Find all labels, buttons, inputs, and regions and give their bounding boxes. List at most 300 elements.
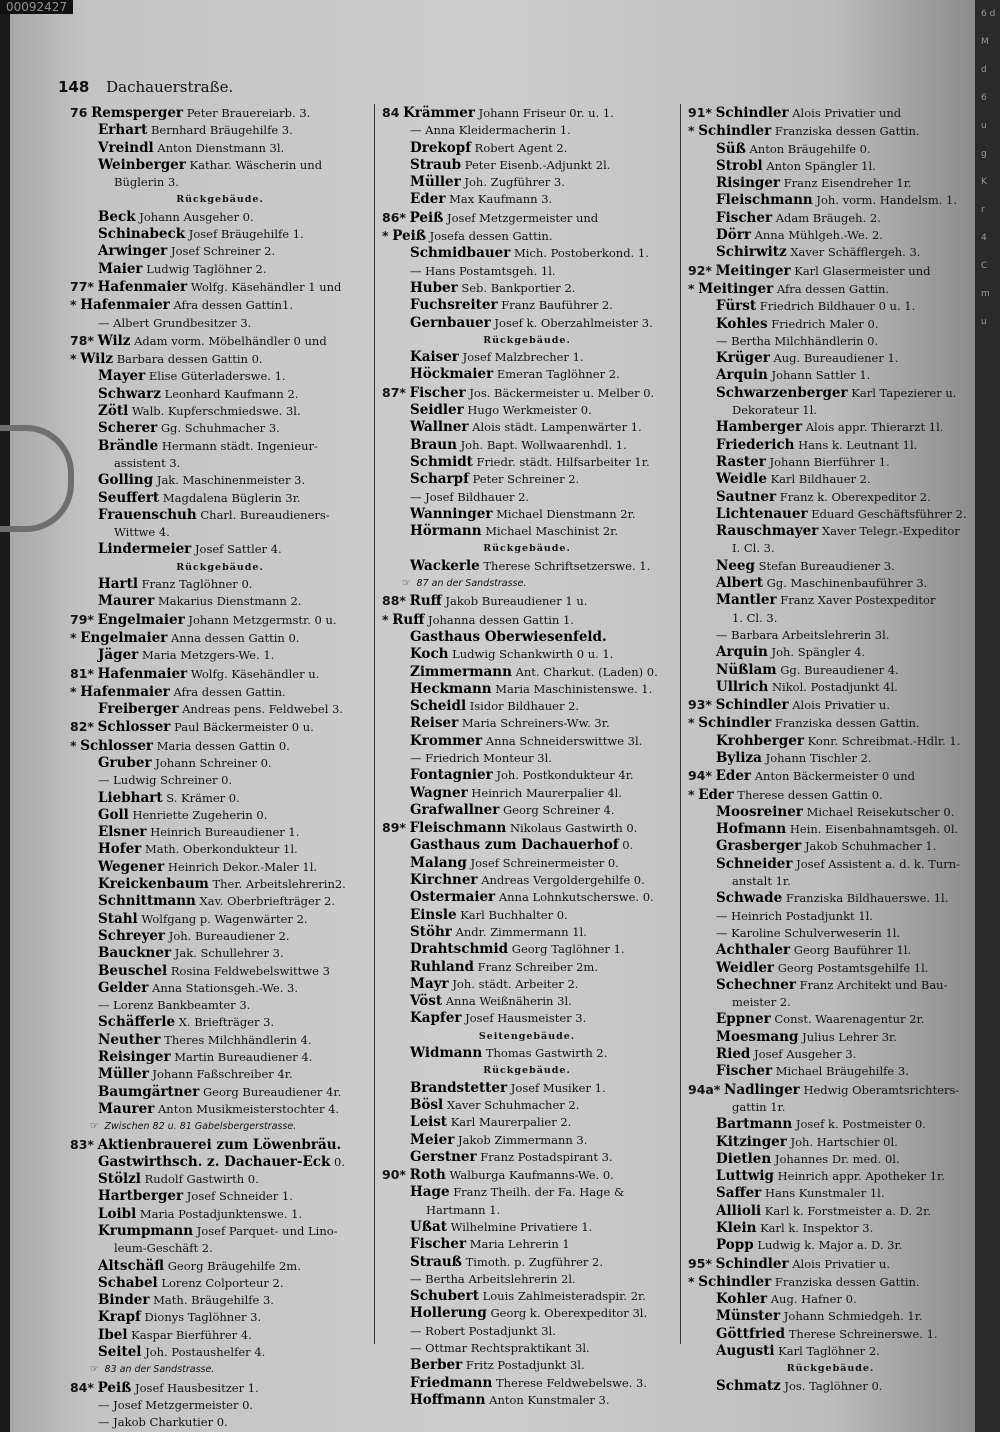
resident-entry: [70, 1049, 370, 1066]
resident-entry: [70, 1066, 370, 1083]
surname: Kitzinger: [716, 1133, 787, 1150]
entry-continuation: I. Cl. 3.: [732, 541, 775, 556]
surname: Kirchner: [410, 872, 478, 889]
resident-entry: [382, 349, 672, 366]
adjacent-page-fragment: d: [981, 65, 987, 75]
resident-entry: [382, 523, 672, 540]
surname: Sautner: [716, 488, 777, 505]
entry-details: Elise Güterladerswe. 1.: [148, 369, 286, 384]
entry-details: Maria Maschinistenswe. 1.: [495, 681, 653, 696]
surname: Straub: [410, 156, 462, 173]
house-number: *: [688, 1273, 695, 1289]
entry-details: Franziska dessen Gattin.: [774, 124, 920, 139]
entry-details: Anna Stationsgeh.-We. 3.: [152, 980, 299, 995]
entry-continuation: assistent 3.: [114, 455, 181, 470]
resident-entry: [688, 1255, 973, 1273]
resident-entry: [688, 1237, 973, 1254]
entry-details: Franziska dessen Gattin.: [774, 716, 920, 731]
surname: Mayer: [98, 368, 146, 385]
entry-details: — Barbara Arbeitslehrerin 3l.: [716, 627, 890, 642]
resident-entry: [382, 366, 672, 383]
surname: Ullrich: [716, 678, 769, 695]
surname: Koch: [410, 646, 449, 663]
resident-entry: [688, 558, 973, 575]
surname: Strauß: [410, 1253, 462, 1270]
surname: Schirwitz: [716, 244, 787, 261]
adjacent-page-fragment: M: [981, 37, 989, 47]
surname: Remsperger: [91, 105, 184, 121]
surname: Kreickenbaum: [98, 876, 209, 893]
resident-entry: [382, 629, 672, 646]
entry-details: Hein. Eisenbahnamtsgeh. 0l.: [789, 822, 959, 837]
resident-entry: [382, 315, 672, 332]
surname: Schmatz: [716, 1377, 781, 1394]
entry-details: Therese Schreinerswe. 1.: [788, 1326, 938, 1341]
resident-entry: [70, 315, 370, 332]
resident-entry: [382, 1323, 672, 1340]
entry-details: Johann Bierführer 1.: [769, 454, 890, 469]
section-heading: Seitengebäude.: [478, 1030, 576, 1042]
resident-entry: [70, 1101, 370, 1118]
house-number: *: [688, 786, 695, 802]
surname: Fleischmann: [716, 192, 813, 209]
resident-entry: [382, 1097, 672, 1114]
surname: Krumpmann: [98, 1223, 194, 1239]
resident-entry: [70, 403, 370, 420]
resident-entry: [70, 386, 370, 403]
surname: Schindler: [715, 1255, 789, 1272]
entry-details: Andr. Zimmermann 1l.: [455, 924, 587, 939]
house-number: 82*: [70, 719, 94, 735]
resident-entry: [688, 192, 973, 209]
surname: Schwarzenberger: [716, 384, 848, 401]
resident-entry: [70, 140, 370, 157]
surname: Golling: [98, 472, 154, 489]
surname: Bauckner: [98, 945, 172, 962]
entry-details: Paul Bäckermeister 0 u.: [174, 720, 314, 735]
resident-entry: [688, 210, 973, 227]
surname: Berber: [410, 1357, 463, 1374]
resident-entry: [688, 1203, 973, 1220]
surname: Schmidbauer: [410, 245, 511, 262]
entry-details: Josef Hausmeister 3.: [465, 1011, 587, 1026]
resident-entry: [382, 750, 672, 767]
surname: Nüßlam: [716, 661, 777, 678]
house-number: 77*: [70, 278, 94, 294]
surname: Reisinger: [98, 1049, 171, 1066]
entry-details: Josefa dessen Gattin.: [429, 229, 553, 244]
surname: Ruff: [409, 593, 442, 610]
resident-entry: [382, 664, 672, 681]
entry-details: — Ottmar Rechtspraktikant 3l.: [410, 1341, 590, 1356]
entry-details: Hans Kunstmaler 1l.: [764, 1186, 885, 1201]
resident-entry: [688, 280, 973, 298]
entry-details: Heinrich Maurerpalier 4l.: [471, 785, 622, 800]
surname: Gasthaus zum Dachauerhof: [410, 837, 619, 854]
entry-details: Josef Bräugehilfe 1.: [188, 227, 304, 242]
surname: Müller: [410, 174, 461, 191]
resident-entry: [70, 1327, 370, 1344]
entry-details: Andreas pens. Feldwebel 3.: [182, 702, 344, 717]
resident-entry: [688, 942, 973, 959]
surname: Schindler: [698, 715, 772, 732]
resident-entry: [382, 837, 672, 854]
entry-details: Therese dessen Gattin 0.: [737, 787, 883, 802]
entry-details: Hugo Werkmeister 0.: [467, 403, 592, 418]
entry-details: Karl k. Forstmeister a. D. 2r.: [764, 1203, 931, 1218]
surname: Maier: [98, 260, 143, 277]
entry-details: Thomas Gastwirth 2.: [485, 1046, 608, 1061]
entry-details: Joh. vorm. Handelsm. 1.: [816, 193, 958, 208]
entry-details: Heinrich Bureaudiener 1.: [150, 825, 300, 840]
resident-entry: [70, 1414, 370, 1431]
resident-entry: [70, 701, 370, 718]
entry-details: Xaver Telegr.-Expeditor: [821, 524, 960, 539]
surname: Hartberger: [98, 1188, 184, 1205]
entry-details: Franz Theilh. der Fa. Hage &: [453, 1185, 625, 1200]
surname: Schneider: [716, 855, 793, 872]
entry-details: Gg. Maschinenbauführer 3.: [766, 576, 928, 591]
entry-details: Franz k. Oberexpeditor 2.: [779, 489, 931, 504]
entry-details: — Josef Bildhauer 2.: [410, 489, 530, 504]
surname: Saffer: [716, 1185, 762, 1202]
resident-entry: [70, 876, 370, 893]
entry-details: Hans k. Leutnant 1l.: [798, 437, 918, 452]
resident-entry: [382, 802, 672, 819]
resident-entry: [382, 976, 672, 993]
resident-entry: [688, 471, 973, 488]
resident-entry: [70, 472, 370, 489]
resident-entry: [382, 245, 672, 262]
entry-details: Therese Schriftsetzerswe. 1.: [483, 558, 651, 573]
entry-details: Johann Schreiner 0.: [155, 755, 272, 770]
entry-details: Anton Dienstmann 3l.: [157, 140, 285, 155]
house-number: 79*: [70, 611, 94, 627]
resident-entry: [382, 506, 672, 523]
surname: Klein: [716, 1220, 757, 1236]
entry-details: Friedrich Maler 0.: [771, 316, 879, 331]
entry-details: — Robert Postadjunkt 3l.: [410, 1323, 556, 1338]
entry-details: Kaspar Bierführer 4.: [131, 1327, 252, 1342]
entry-details: Afra dessen Gattin.: [173, 684, 286, 699]
surname: Engelmaier: [80, 629, 168, 646]
surname: Strobl: [716, 157, 763, 174]
resident-entry: [382, 1236, 672, 1253]
entry-details: Gg. Bureaudiener 4.: [780, 662, 899, 677]
house-number: 91*: [688, 105, 712, 120]
entry-details: Georg Schreiner 4.: [503, 802, 615, 817]
entry-details: Georg Bauführer 1l.: [793, 943, 912, 958]
surname: Hörmann: [410, 523, 482, 540]
surname: Arwinger: [98, 243, 168, 260]
entry-details: — Karoline Schulverweserin 1l.: [716, 925, 901, 940]
resident-entry: [688, 227, 973, 244]
entry-details: Michael Dienstmann 2r.: [496, 506, 636, 521]
resident-entry: [688, 1116, 973, 1133]
entry-details: Bernhard Bräugehilfe 3.: [150, 123, 293, 138]
entry-details: S. Krämer 0.: [166, 790, 240, 805]
entry-details: Anton Bäckermeister 0 und: [754, 769, 916, 784]
surname: Fischer: [409, 384, 466, 401]
surname: Wanninger: [410, 505, 493, 522]
entry-continuation: leum-Geschäft 2.: [114, 1241, 213, 1256]
surname: Meitinger: [698, 280, 774, 297]
resident-entry: [382, 437, 672, 454]
resident-entry: [70, 893, 370, 910]
resident-entry: [688, 350, 973, 367]
resident-entry: [688, 523, 973, 540]
surname: Schreyer: [98, 927, 166, 944]
resident-entry: [70, 928, 370, 945]
resident-entry: [382, 1340, 672, 1357]
resident-entry: [70, 1206, 370, 1223]
surname: Zötl: [98, 403, 129, 420]
entry-details: Jak. Maschinenmeister 3.: [156, 473, 306, 488]
entry-details: 0.: [334, 1154, 345, 1169]
entry-details: Henriette Zugeherin 0.: [132, 807, 268, 822]
resident-entry: [382, 1114, 672, 1131]
resident-entry: [688, 592, 973, 609]
resident-entry: [688, 122, 973, 140]
resident-entry: [688, 856, 973, 873]
entry-details: Makarius Dienstmann 2.: [157, 594, 302, 609]
surname: Schinabeck: [98, 226, 186, 243]
entry-details: Josef Schreiner 2.: [170, 244, 276, 259]
entry-details: Karl Bildhauer 2.: [770, 472, 871, 487]
surname: Ruhland: [410, 958, 474, 975]
surname: Schechner: [716, 976, 796, 993]
surname: Süß: [716, 140, 746, 157]
page-header: [58, 78, 233, 96]
resident-entry: [382, 104, 672, 122]
scan-id: 00092427: [0, 0, 73, 14]
house-number: *: [70, 351, 77, 367]
surname: Zimmermann: [410, 663, 512, 680]
resident-entry: [382, 924, 672, 941]
resident-entry: [382, 785, 672, 802]
resident-entry: [382, 1375, 672, 1392]
resident-entry: [688, 1134, 973, 1151]
surname: Kohles: [716, 315, 768, 332]
entry-details: Kathar. Wäscherin und: [189, 157, 323, 172]
pointing-hand-icon: ☞: [90, 1364, 99, 1376]
surname: Achthaler: [716, 942, 791, 959]
resident-entry: [70, 420, 370, 437]
surname: Ried: [716, 1046, 751, 1063]
resident-entry: [70, 945, 370, 962]
entry-details: — Bertha Arbeitslehrerin 2l.: [410, 1271, 576, 1286]
entry-details: Michael Reisekutscher 0.: [806, 804, 955, 819]
resident-entry: [382, 855, 672, 872]
house-number: 95*: [688, 1255, 712, 1271]
resident-entry: [382, 191, 672, 208]
entry-details: Maria Metzgers-We. 1.: [141, 648, 275, 663]
surname: Fischer: [716, 1063, 773, 1080]
surname: Scharpf: [410, 471, 469, 488]
surname: Ruff: [392, 611, 425, 628]
house-number: 84: [382, 105, 400, 120]
entry-details: Jakob Zimmermann 3.: [458, 1132, 588, 1147]
pointing-hand-icon: ☞: [402, 578, 411, 590]
surname: Risinger: [716, 175, 781, 192]
entry-details: Georg k. Oberexpeditor 3l.: [490, 1306, 648, 1321]
house-number: 84*: [70, 1379, 94, 1395]
surname: Kaiser: [410, 349, 459, 366]
surname: Jäger: [98, 647, 139, 664]
resident-entry: [382, 227, 672, 245]
resident-entry: [70, 1032, 370, 1049]
house-number: 86*: [382, 209, 406, 225]
entry-details: Wolfg. Käsehändler u.: [190, 666, 320, 681]
surname: Seuffert: [98, 489, 160, 506]
entry-details: Maria Lehrerin 1: [469, 1237, 570, 1252]
resident-entry: [70, 772, 370, 789]
adjacent-page-fragment: 6: [981, 93, 987, 103]
surname: Huber: [410, 279, 458, 296]
resident-entry: [70, 718, 370, 736]
entry-details: — Josef Metzgermeister 0.: [98, 1397, 254, 1412]
entry-details: Franz Xaver Postexpeditor: [780, 593, 936, 608]
resident-entry: [70, 1379, 370, 1397]
entry-details: X. Briefträger 3.: [178, 1015, 275, 1030]
surname: Neuther: [98, 1031, 161, 1048]
resident-entry: [382, 889, 672, 906]
entry-details: Afra dessen Gattin1.: [173, 298, 293, 313]
entry-details: Josef Hausbesitzer 1.: [135, 1380, 259, 1395]
resident-entry: [688, 1273, 973, 1291]
entry-details: Johann Metzgermstr. 0 u.: [188, 612, 337, 627]
resident-entry: [688, 141, 973, 158]
resident-entry: [688, 316, 973, 333]
surname: Stöhr: [410, 923, 452, 940]
adjacent-page-fragment: 6 d: [981, 9, 996, 19]
entry-details: — Friedrich Monteur 3l.: [410, 750, 552, 765]
surname: Allioli: [716, 1202, 762, 1219]
resident-entry: [382, 384, 672, 402]
resident-entry: [70, 1223, 370, 1240]
resident-entry: [70, 226, 370, 243]
entry-details: Maria Schreiners-Ww. 3r.: [461, 716, 610, 731]
entry-details: Hedwig Oberamtsrichters-: [803, 1082, 960, 1097]
entry-details: Karl Taglöhner 2.: [778, 1344, 880, 1359]
surname: Maurer: [98, 1100, 155, 1117]
resident-entry: [382, 819, 672, 837]
entry-details: — Heinrich Postadjunkt 1l.: [716, 908, 873, 923]
entry-details: Emeran Taglöhner 2.: [496, 367, 620, 382]
entry-details: Leonhard Kaufmann 2.: [164, 386, 299, 401]
resident-entry: [688, 1291, 973, 1308]
resident-entry: [688, 1029, 973, 1046]
section-heading: Rückgebäude.: [176, 194, 264, 206]
resident-entry: [688, 786, 973, 804]
entry-details: Wolfgang p. Wagenwärter 2.: [141, 911, 308, 926]
surname: Krommer: [410, 732, 483, 749]
resident-entry: [70, 1188, 370, 1205]
surname: Hollerung: [410, 1305, 487, 1322]
surname: Wilz: [80, 351, 114, 368]
entry-details: Josef Schreinermeister 0.: [470, 855, 619, 870]
adjacent-page-fragment: u: [981, 121, 987, 131]
resident-entry: [688, 1063, 973, 1080]
resident-entry: [70, 665, 370, 683]
entry-details: Joh. Spängler 4.: [771, 645, 866, 660]
entry-details: Georg Bureaudiener 4r.: [202, 1084, 342, 1099]
surname: Gasthaus Oberwiesenfeld.: [410, 628, 607, 645]
resident-entry: [70, 332, 370, 350]
house-number: 94a*: [688, 1081, 721, 1097]
resident-entry: [70, 1275, 370, 1292]
surname: Fleischmann: [409, 820, 507, 837]
resident-entry: [688, 890, 973, 907]
house-number: 81*: [70, 665, 94, 681]
surname: Gernbauer: [410, 314, 491, 331]
entry-continuation: Wittwe 4.: [114, 525, 170, 540]
entry-details: Rosina Feldwebelswittwe 3: [170, 963, 330, 978]
entry-details: Joh. Postkondukteur 4r.: [496, 768, 634, 783]
surname: Gelder: [98, 979, 149, 996]
house-number: 78*: [70, 332, 94, 348]
surname: Scheidl: [410, 698, 467, 715]
surname: Meitinger: [715, 262, 791, 279]
surname: Binder: [98, 1292, 150, 1309]
surname: Schubert: [410, 1288, 479, 1305]
entry-details: — Ludwig Schreiner 0.: [98, 773, 233, 788]
resident-entry: [688, 1343, 973, 1360]
resident-entry: [382, 209, 672, 227]
surname: Friederich: [716, 436, 795, 453]
entry-details: Joh. Hartschier 0l.: [790, 1134, 898, 1149]
surname: Bartmann: [716, 1116, 793, 1133]
resident-entry: [688, 627, 973, 644]
entry-continuation: gattin 1r.: [732, 1099, 786, 1114]
street-note-text: 87 an der Sandstrasse.: [416, 578, 527, 590]
resident-entry: [382, 558, 672, 575]
resident-entry: [70, 368, 370, 385]
entry-details: Joh. Zugführer 3.: [464, 175, 565, 190]
surname: Hafenmaier: [80, 297, 170, 314]
entry-details: Anton Kunstmaler 3.: [489, 1392, 610, 1407]
surname: Peiß: [392, 228, 426, 245]
resident-entry: [70, 350, 370, 368]
resident-entry: [688, 575, 973, 592]
entry-continuation: Büglerin 3.: [114, 175, 179, 190]
adjacent-page-fragment: 4: [981, 233, 987, 243]
resident-entry: [382, 872, 672, 889]
surname: Erhart: [98, 122, 148, 139]
entry-details: Friedrich Bildhauer 0 u. 1.: [759, 299, 916, 314]
surname: Eder: [715, 768, 752, 785]
resident-entry: [688, 1081, 973, 1099]
entry-details: — Jakob Charkutier 0.: [98, 1415, 228, 1430]
surname: Göttfried: [716, 1325, 786, 1342]
entry-details: Josef Malzbrecher 1.: [462, 350, 584, 365]
resident-entry: [382, 122, 672, 139]
resident-entry: [688, 454, 973, 471]
entry-details: Josef k. Postmeister 0.: [795, 1117, 926, 1132]
resident-entry: [382, 454, 672, 471]
entry-details: — Hans Postamtsgeh. 1l.: [410, 263, 556, 278]
resident-entry: [688, 1378, 973, 1395]
resident-entry: [688, 1308, 973, 1325]
house-number: 92*: [688, 262, 712, 278]
resident-entry: [688, 767, 973, 785]
entry-details: Johann Faßschreiber 4r.: [152, 1067, 293, 1082]
entry-details: Peter Brauereiarb. 3.: [186, 106, 311, 120]
resident-entry: [70, 122, 370, 139]
resident-entry: [688, 1046, 973, 1063]
resident-entry: [382, 1080, 672, 1097]
entry-details: Josef Schneider 1.: [186, 1189, 293, 1204]
